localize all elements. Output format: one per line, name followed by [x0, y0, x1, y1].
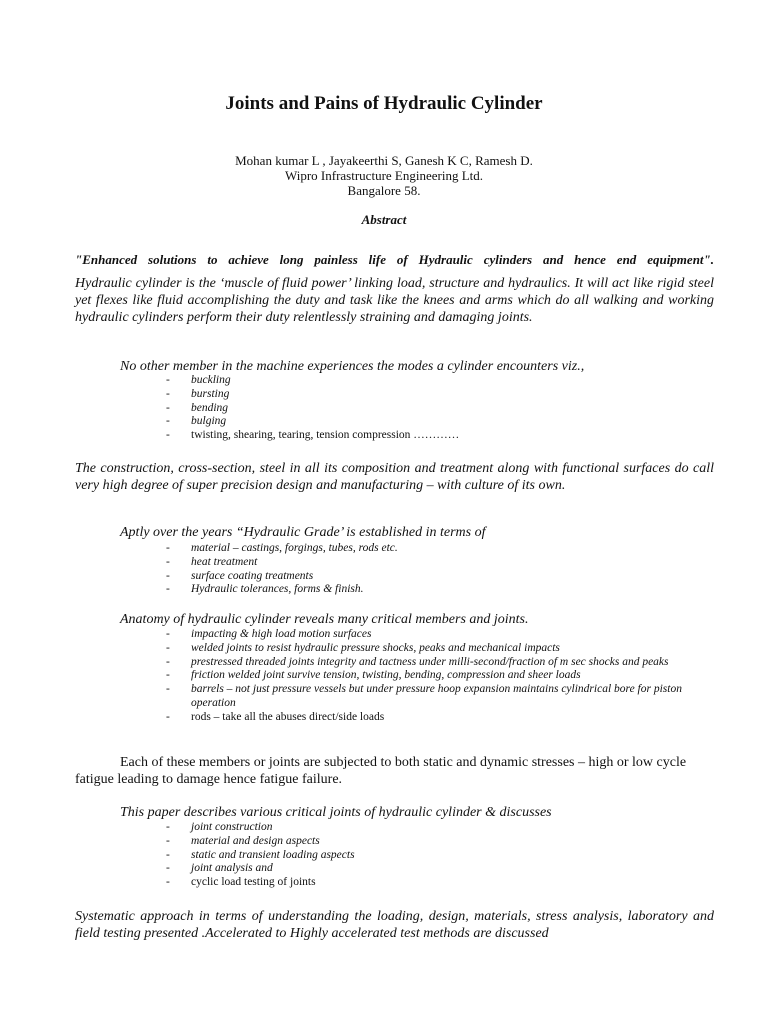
list-item: - welded joints to resist hydraulic pressure shocks, peaks and mechanical impacts: [166, 642, 716, 656]
tagline: "Enhanced solutions to achieve long painless life of Hydraulic cylinders and hence end equipment".: [75, 252, 714, 267]
anatomy-intro: Anatomy of hydraulic cylinder reveals many critical members and joints.: [120, 612, 529, 627]
list-item: - buckling: [166, 374, 716, 388]
grade-list: [166, 542, 716, 597]
list-item: - joint construction: [166, 821, 716, 835]
list-item: - Hydraulic tolerances, forms & finish.: [166, 583, 716, 597]
list-item: - bulging: [166, 415, 716, 429]
paper-topics-list: [166, 821, 716, 890]
modes-list: [166, 374, 716, 443]
modes-intro: No other member in the machine experiences the modes a cylinder encounters viz.,: [120, 359, 585, 374]
list-item: - bursting: [166, 388, 716, 402]
list-item: - surface coating treatments: [166, 570, 716, 584]
list-item: - barrels – not just pressure vessels but under pressure hoop expansion maintains cylindrical bore for piston operation: [166, 683, 716, 711]
list-item: - heat treatment: [166, 556, 716, 570]
abstract-heading: Abstract: [361, 212, 407, 227]
location: Bangalore 58.: [347, 183, 421, 198]
list-item: - twisting, shearing, tearing, tension compression …………: [166, 429, 716, 443]
list-item: - material and design aspects: [166, 835, 716, 849]
list-item: - friction welded joint survive tension, twisting, bending, compression and sheer loads: [166, 669, 716, 683]
affiliation: Wipro Infrastructure Engineering Ltd.: [284, 168, 483, 183]
intro-paragraph: Hydraulic cylinder is the ‘muscle of fluid power’ linking load, structure and hydraulics. It will act like rigid steel yet flexes like fluid accomplishing the duty and task like the knees and arms which do all walking and working hydraulic cylinders perform their duty relentlessly straining and damaging joints.: [75, 276, 714, 325]
list-item: - bending: [166, 402, 716, 416]
list-item: - joint analysis and: [166, 862, 716, 876]
grade-intro: Aptly over the years “Hydraulic Grade’ is established in terms of: [120, 525, 486, 540]
list-item: - material – castings, forgings, tubes, rods etc.: [166, 542, 716, 556]
list-item: - static and transient loading aspects: [166, 849, 716, 863]
authors: Mohan kumar L , Jayakeerthi S, Ganesh K C, Ramesh D.: [235, 153, 533, 168]
list-item: - rods – take all the abuses direct/side loads: [166, 711, 716, 725]
list-item: - cyclic load testing of joints: [166, 876, 716, 890]
construction-paragraph: The construction, cross-section, steel in all its composition and treatment along with functional surfaces do call very high degree of super precision design and manufacturing – with culture of its own.: [75, 461, 714, 493]
paper-title: Joints and Pains of Hydraulic Cylinder: [225, 93, 543, 114]
anatomy-list: [166, 628, 716, 725]
list-item: - prestressed threaded joints integrity and tactness under milli-second/fraction of m sec shocks and peaks: [166, 656, 716, 670]
final-paragraph: Systematic approach in terms of understanding the loading, design, materials, stress analysis, laboratory and field testing presented .Accelerated to Highly accelerated test methods are discussed: [75, 909, 714, 941]
stress-paragraph: Each of these members or joints are subjected to both static and dynamic stresses – high or low cycle fatigue leading to damage hence fatigue failure.: [75, 755, 687, 787]
paper-intro: This paper describes various critical joints of hydraulic cylinder & discusses: [120, 805, 552, 820]
list-item: - impacting & high load motion surfaces: [166, 628, 716, 642]
